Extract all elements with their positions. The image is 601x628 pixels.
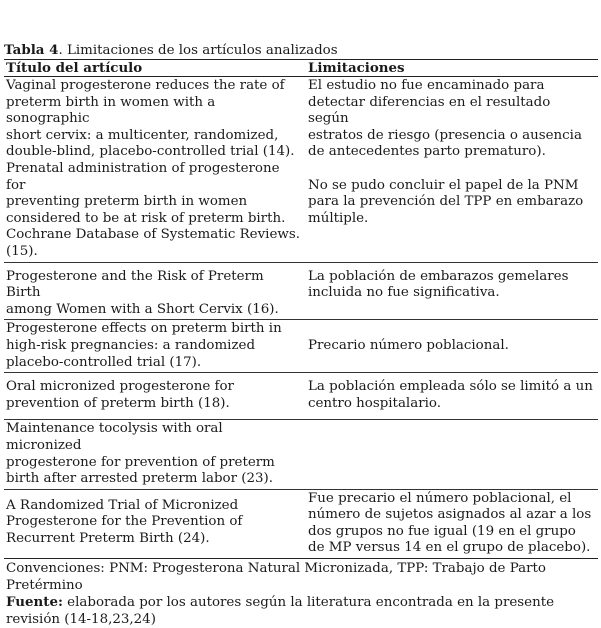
caption-label: Tabla 4	[4, 42, 59, 58]
table-row	[4, 320, 598, 373]
limitation-cell: El estudio no fue encaminado para detectar diferencias en el resultado según estratos de riesgo (presencia o ausencia de antecedentes parto prematuro). No se pudo concluir el papel de la PNM para la prevención del TPP en embarazo múltiple.	[306, 77, 598, 263]
column-header-limitations: Limitaciones	[306, 60, 598, 77]
source-label: Fuente:	[6, 594, 63, 611]
conventions-note: Convenciones: PNM: Progesterona Natural Micronizada, TPP: Trabajo de Parto Pretérmino	[6, 561, 546, 594]
article-title-cell: Vaginal progesterone reduces the rate of preterm birth in women with a sonographic short cervix: a multicenter, randomized, double-blind, placebo-controlled trial (14). Prenatal administration of progesterone for preventing preterm birth in women considered to be at risk of preterm birth. Cochrane Database of Systematic Reviews. (15).	[4, 77, 306, 263]
table-row	[4, 489, 598, 558]
limitation-cell: Precario número poblacional.	[306, 320, 598, 373]
table-caption	[4, 42, 598, 59]
table-row	[4, 262, 598, 320]
source-text: elaborada por los autores según la literatura encontrada en la presente revisión (14-18,23,24)	[6, 595, 555, 628]
article-title-cell: Progesterone and the Risk of Preterm Birth among Women with a Short Cervix (16).	[4, 262, 306, 320]
article-title-cell: Maintenance tocolysis with oral micronized progesterone for prevention of preterm birth after arrested preterm labor (23).	[4, 420, 306, 489]
table-row	[4, 373, 598, 420]
document	[4, 42, 598, 628]
column-header-title: Título del artículo	[4, 60, 306, 77]
table-row	[4, 420, 598, 489]
caption-text: . Limitaciones de los artículos analizados	[58, 43, 338, 58]
article-title-cell: A Randomized Trial of Micronized Progesterone for the Prevention of Recurrent Preterm Birth (24).	[4, 489, 306, 558]
table-footer	[4, 560, 598, 628]
limitation-cell: Fue precario el número poblacional, el número de sujetos asignados al azar a los dos grupos no fue igual (19 en el grupo de MP versus 14 en el grupo de placebo).	[306, 489, 598, 558]
limitations-table	[4, 59, 598, 559]
table-header-row	[4, 60, 598, 77]
limitation-cell: La población de embarazos gemelares incluida no fue significativa.	[306, 262, 598, 320]
article-title-cell: Progesterone effects on preterm birth in high-risk pregnancies: a randomized placebo-controlled trial (17).	[4, 320, 306, 373]
source-note	[6, 594, 598, 628]
limitation-cell	[306, 420, 598, 489]
article-title-cell: Oral micronized progesterone for prevention of preterm birth (18).	[4, 373, 306, 420]
table-row	[4, 77, 598, 263]
limitation-cell: La población empleada sólo se limitó a un centro hospitalario.	[306, 373, 598, 420]
